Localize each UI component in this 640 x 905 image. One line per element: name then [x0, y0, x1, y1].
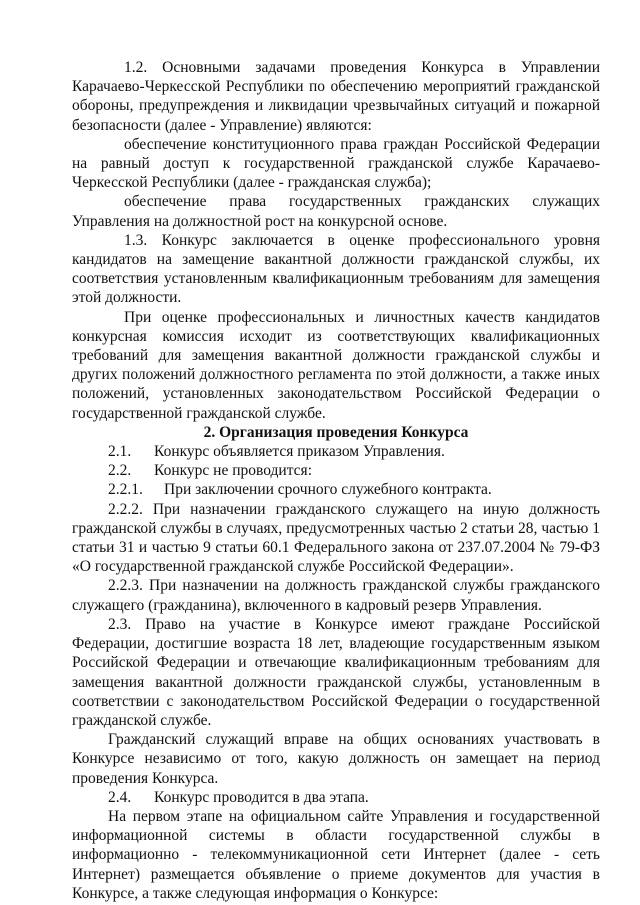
section-title: 2. Организация проведения Конкурса — [203, 423, 469, 441]
item-number: 2.2.1. — [108, 481, 143, 499]
paragraph-right-career-growth: обеспечение права государственных гражданских служащих Управления на должностной рост на конкурсной основе. — [72, 193, 600, 230]
item-number: 2.2. — [108, 462, 132, 480]
paragraph-2-2-2: 2.2.2. При назначении гражданского служащего на иную должность гражданской службы в случаях, предусмотренных частью 2 статьи 28, частью 1 статьи 31 и частью 9 статьи 60.1 Федерального закона от 237.07.2004 № 79-ФЗ «О государственной гражданской службе Российской Федерации». — [72, 500, 600, 576]
item-text: Конкурс проводится в два этапа. — [154, 788, 369, 806]
paragraph-2-3: 2.3. Право на участие в Конкурсе имеют граждане Российской Федерации, достигшие возраста 18 лет, владеющие государственным языком Российской Федерации и отвечающие квалификационным требованиям для замещения вакантной должности гражданской службы, установленным в соответствии с законодательством Российской Федерации о государственной гражданской службе. — [72, 615, 600, 729]
document-page — [72, 58, 600, 903]
paragraph-civil-servant-right: Гражданский служащий вправе на общих основаниях участвовать в Конкурсе независимо от того, какую должность он замещает на период проведения Конкурса. — [72, 731, 600, 787]
item-number: 2.1. — [108, 443, 132, 461]
paragraph-2-2-3: 2.2.3. При назначении на должность гражданской службы гражданского служащего (гражданина), включенного в кадровый резерв Управления. — [72, 577, 600, 614]
paragraph-1-2: 1.2. Основными задачами проведения Конкурса в Управлении Карачаево-Черкесской Республики по обеспечению мероприятий гражданской обороны, предупреждения и ликвидации чрезвычайных ситуаций и пожарной безопасности (далее - Управление) являются: — [72, 59, 600, 134]
item-text: Конкурс не проводится: — [154, 462, 312, 480]
paragraph-right-equal-access: обеспечение конституционного права граждан Российской Федерации на равный доступ к государственной гражданской службе Карачаево-Черкесской Республики (далее - гражданская служба); — [72, 135, 600, 192]
item-text: При заключении срочного служебного контракта. — [164, 481, 492, 499]
item-number: 2.4. — [108, 788, 132, 806]
paragraph-1-3: 1.3. Конкурс заключается в оценке профессионального уровня кандидатов на замещение вакантной должности гражданской службы, их соответствия установленным квалификационным требованиям для замещения этой должности. — [72, 231, 600, 307]
paragraph-assessment: При оценке профессиональных и личностных качеств кандидатов конкурсная комиссия исходит из соответствующих квалификационных требований для замещения вакантной должности гражданской службы и других положений должностного регламента по этой должности, а также иных положений, установленных законодательством Российской Федерации о государственной гражданской службе. — [72, 308, 600, 422]
item-text: Конкурс объявляется приказом Управления. — [154, 443, 445, 461]
paragraph-first-stage: На первом этапе на официальном сайте Управления и государственной информационной системы в области государственной службы в информационно - телекоммуникационной сети Интернет (далее - сеть Интернет) размещается объявление о приеме документов для участия в Конкурсе, а также следующая информация о Конкурсе: — [72, 807, 600, 902]
item-2-1 — [72, 442, 600, 461]
item-2-2-1 — [72, 480, 600, 499]
item-2-2 — [72, 461, 600, 480]
item-2-4 — [72, 788, 600, 807]
